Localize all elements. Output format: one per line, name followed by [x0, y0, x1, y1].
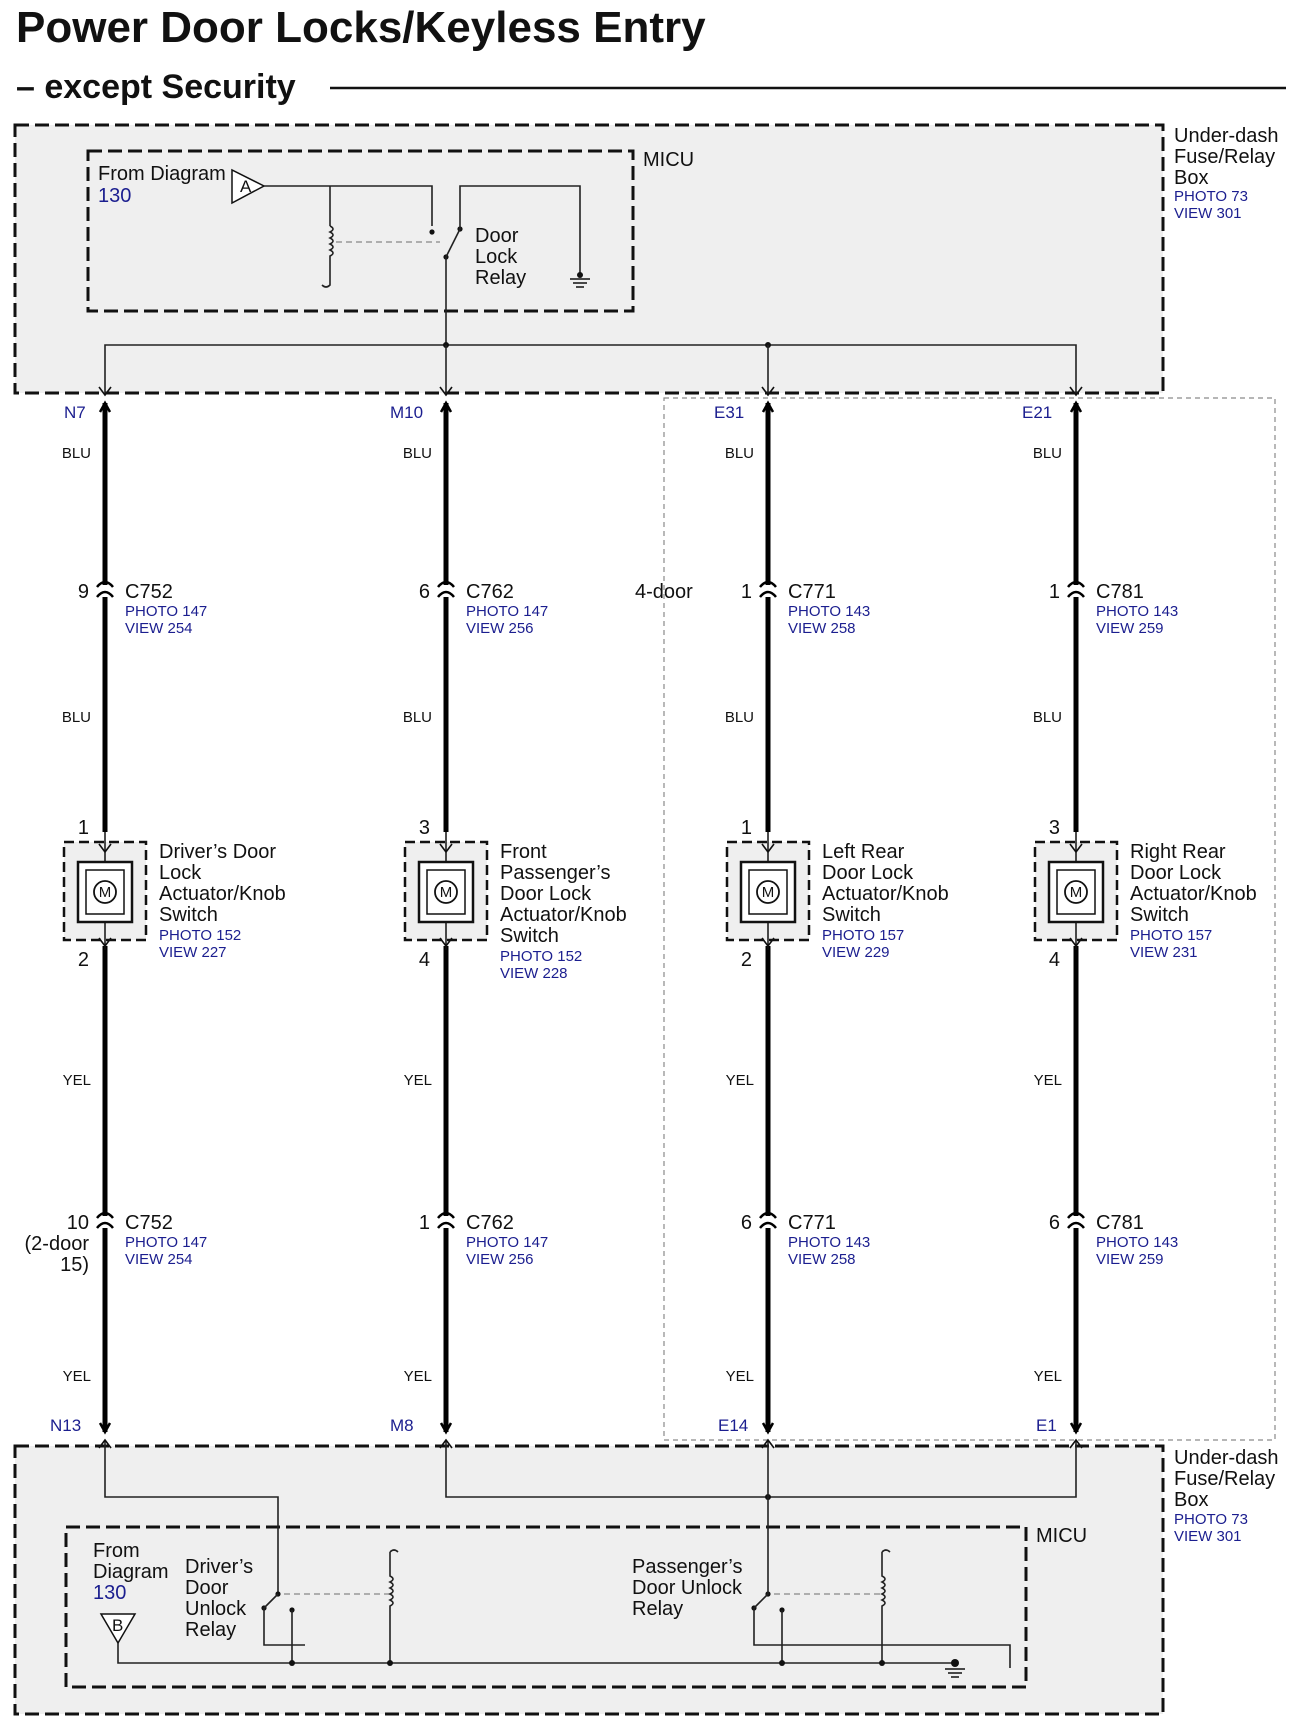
top-switch-node: [429, 229, 434, 234]
actuator-photo: PHOTO 157: [1130, 927, 1213, 944]
top-box-name: Under-dash Fuse/Relay Box: [1174, 125, 1279, 189]
wire-color-label: YEL: [62, 1072, 91, 1089]
wire-color-label: BLU: [1032, 445, 1062, 462]
lower-connector-view: VIEW 256: [466, 1251, 534, 1268]
motor-label: M: [439, 884, 453, 901]
actuator-pin-top: 3: [418, 817, 430, 839]
page-subtitle: – except Security: [16, 68, 296, 106]
lower-connector-lower-cup: [760, 1223, 776, 1228]
wire-color-label: YEL: [62, 1368, 91, 1385]
wire-color-label: BLU: [1032, 709, 1062, 726]
lower-connector-name: C781: [1096, 1212, 1144, 1234]
bottom-box-view: VIEW 301: [1174, 1528, 1242, 1545]
top-box-view: VIEW 301: [1174, 205, 1242, 222]
actuator-photo: PHOTO 152: [500, 948, 583, 965]
four-door-label: 4-door: [635, 581, 693, 603]
lower-connector-lower-cup: [97, 1223, 113, 1228]
lower-connector-photo: PHOTO 147: [125, 1234, 208, 1251]
upper-connector-name: C781: [1096, 581, 1144, 603]
motor-label: M: [98, 884, 112, 901]
upper-connector-photo: PHOTO 143: [1096, 603, 1179, 620]
motor-label: M: [1069, 884, 1083, 901]
door-circuits: [25, 387, 1257, 1448]
door-circuit: [390, 387, 627, 1448]
actuator-name: Front Passenger’s Door Lock Actuator/Knob Switch: [500, 841, 627, 947]
ground-bus-junction: [779, 1660, 785, 1666]
page-title: Power Door Locks/Keyless Entry: [16, 3, 706, 52]
actuator-view: VIEW 229: [822, 944, 890, 961]
actuator-pin-bottom: 4: [418, 949, 430, 971]
wire-color-label: BLU: [724, 709, 754, 726]
connector-a-letter: A: [240, 177, 252, 196]
upper-connector-name: C762: [466, 581, 514, 603]
lower-connector-photo: PHOTO 143: [1096, 1234, 1179, 1251]
ground-bus-junction: [289, 1660, 295, 1666]
wire-color-label: YEL: [1033, 1368, 1062, 1385]
wire-color-label: BLU: [724, 445, 754, 462]
passenger-unlock-relay-label: Passenger’s Door Unlock Relay: [632, 1556, 743, 1620]
top-terminal-label: N7: [64, 403, 86, 422]
upper-connector-pin: 1: [1048, 581, 1060, 603]
upper-connector-lower-cup: [438, 592, 454, 597]
top-micu-label: MICU: [643, 149, 695, 171]
upper-connector-photo: PHOTO 147: [125, 603, 208, 620]
upper-connector-view: VIEW 254: [125, 620, 193, 637]
ground-bus-junction: [387, 1660, 393, 1666]
door-lock-relay-label: Door Lock Relay: [475, 225, 527, 289]
wire-color-label: BLU: [402, 445, 432, 462]
upper-connector-pin: 6: [418, 581, 430, 603]
bottom-from-diagram: From Diagram: [93, 1540, 169, 1583]
upper-connector-pin: 9: [77, 581, 89, 603]
wire-color-label: YEL: [1033, 1072, 1062, 1089]
upper-connector-name: C752: [125, 581, 173, 603]
actuator-pin-bottom: 2: [740, 949, 752, 971]
lower-connector-view: VIEW 259: [1096, 1251, 1164, 1268]
top-box-photo: PHOTO 73: [1174, 188, 1248, 205]
upper-connector-photo: PHOTO 147: [466, 603, 549, 620]
upper-connector-view: VIEW 256: [466, 620, 534, 637]
actuator-name: Right Rear Door Lock Actuator/Knob Switch: [1130, 841, 1257, 926]
wire-color-label: YEL: [725, 1072, 754, 1089]
door-circuit: [714, 387, 949, 1448]
bottom-micu-label: MICU: [1036, 1525, 1088, 1547]
lower-connector-lower-cup: [438, 1223, 454, 1228]
driver-unlock-relay-label: Driver’s Door Unlock Relay: [185, 1556, 254, 1641]
actuator-pin-top: 3: [1048, 817, 1060, 839]
upper-connector-pin: 1: [740, 581, 752, 603]
wire-color-label: BLU: [61, 709, 91, 726]
connector-b-letter: B: [112, 1616, 124, 1635]
actuator-pin-top: 1: [740, 817, 752, 839]
lower-connector-lower-cup: [1068, 1223, 1084, 1228]
actuator-view: VIEW 231: [1130, 944, 1198, 961]
top-terminal-label: E31: [714, 403, 745, 422]
motor-label: M: [761, 884, 775, 901]
actuator-view: VIEW 227: [159, 944, 227, 961]
lower-connector-name: C762: [466, 1212, 514, 1234]
lower-connector-view: VIEW 258: [788, 1251, 856, 1268]
lower-connector-name: C771: [788, 1212, 836, 1234]
lower-connector-pin: 6: [1048, 1212, 1060, 1234]
bottom-terminal-label: N13: [50, 1416, 82, 1435]
bottom-box-name: Under-dash Fuse/Relay Box: [1174, 1447, 1279, 1511]
upper-connector-lower-cup: [1068, 592, 1084, 597]
upper-connector-lower-cup: [760, 592, 776, 597]
actuator-pin-bottom: 4: [1048, 949, 1060, 971]
upper-connector-photo: PHOTO 143: [788, 603, 871, 620]
actuator-pin-top: 1: [77, 817, 89, 839]
bottom-diagram-number: 130: [93, 1582, 127, 1604]
bottom-terminal-label: M8: [390, 1416, 414, 1435]
actuator-name: Driver’s Door Lock Actuator/Knob Switch: [159, 841, 286, 926]
upper-connector-view: VIEW 258: [788, 620, 856, 637]
bottom-box-photo: PHOTO 73: [1174, 1511, 1248, 1528]
top-diagram-number: 130: [98, 185, 132, 207]
door-circuit: [1022, 387, 1257, 1448]
actuator-photo: PHOTO 157: [822, 927, 905, 944]
actuator-photo: PHOTO 152: [159, 927, 242, 944]
door-circuit: [25, 387, 286, 1448]
top-terminal-label: E21: [1022, 403, 1053, 422]
upper-connector-lower-cup: [97, 592, 113, 597]
wire-color-label: BLU: [402, 709, 432, 726]
wire-color-label: YEL: [725, 1368, 754, 1385]
bottom-terminal-label: E1: [1036, 1416, 1057, 1435]
bottom-terminal-label: E14: [718, 1416, 749, 1435]
upper-connector-view: VIEW 259: [1096, 620, 1164, 637]
actuator-view: VIEW 228: [500, 965, 568, 982]
wire-color-label: YEL: [403, 1368, 432, 1385]
lower-connector-photo: PHOTO 143: [788, 1234, 871, 1251]
lower-connector-pin: 1: [418, 1212, 430, 1234]
lower-connector-photo: PHOTO 147: [466, 1234, 549, 1251]
actuator-name: Left Rear Door Lock Actuator/Knob Switch: [822, 841, 949, 926]
lower-connector-name: C752: [125, 1212, 173, 1234]
ground-bus-junction: [879, 1660, 885, 1666]
top-terminal-label: M10: [390, 403, 424, 422]
lower-connector-pin: 6: [740, 1212, 752, 1234]
lower-connector-pin: 10 (2-door 15): [24, 1212, 89, 1276]
actuator-pin-bottom: 2: [77, 949, 89, 971]
upper-connector-name: C771: [788, 581, 836, 603]
lower-connector-view: VIEW 254: [125, 1251, 193, 1268]
wire-color-label: BLU: [61, 445, 91, 462]
top-from-diagram: From Diagram: [98, 163, 226, 185]
wire-color-label: YEL: [403, 1072, 432, 1089]
